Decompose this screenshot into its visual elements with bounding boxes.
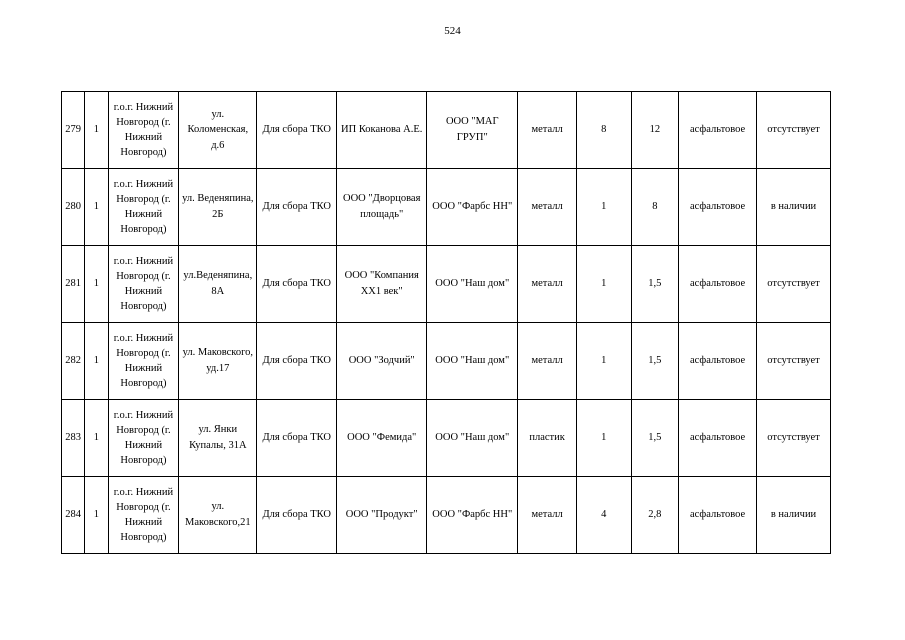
material-cell: металл [518,246,577,323]
address-cell: ул. Янки Купалы, 31А [179,400,257,477]
operator-cell: ООО "Наш дом" [427,400,518,477]
fence-cell: отсутствует [757,246,831,323]
purpose-cell: Для сбора ТКО [257,477,337,554]
surface-cell: асфальтовое [679,92,757,169]
owner-cell: ООО "Компания XX1 век" [337,246,427,323]
fence-cell: в наличии [757,169,831,246]
volume-cell: 1,5 [631,400,679,477]
material-cell: пластик [518,400,577,477]
surface-cell: асфальтовое [679,169,757,246]
table-row [62,477,831,554]
operator-cell: ООО "Наш дом" [427,246,518,323]
address-cell: ул. Маковского, уд.17 [179,323,257,400]
row-number-cell: 284 [62,477,85,554]
row-number-cell: 280 [62,169,85,246]
purpose-cell: Для сбора ТКО [257,246,337,323]
address-cell: ул. Коломенская, д.6 [179,92,257,169]
fence-cell: в наличии [757,477,831,554]
material-cell: металл [518,92,577,169]
volume-cell: 1,5 [631,323,679,400]
municipality-cell: г.о.г. Нижний Новгород (г. Нижний Новгород) [108,169,179,246]
owner-cell: ИП Коканова А.Е. [337,92,427,169]
municipality-cell: г.о.г. Нижний Новгород (г. Нижний Новгород) [108,92,179,169]
purpose-cell: Для сбора ТКО [257,92,337,169]
material-cell: металл [518,169,577,246]
operator-cell: ООО "МАГ ГРУП" [427,92,518,169]
purpose-cell: Для сбора ТКО [257,169,337,246]
containers-cell: 1 [576,323,631,400]
purpose-cell: Для сбора ТКО [257,323,337,400]
containers-cell: 1 [576,246,631,323]
count-cell: 1 [85,323,108,400]
surface-cell: асфальтовое [679,477,757,554]
count-cell: 1 [85,92,108,169]
address-cell: ул. Веденяпина, 2Б [179,169,257,246]
owner-cell: ООО "Дворцовая площадь" [337,169,427,246]
table-row [62,400,831,477]
count-cell: 1 [85,246,108,323]
count-cell: 1 [85,400,108,477]
table-row [62,323,831,400]
volume-cell: 1,5 [631,246,679,323]
address-cell: ул. Маковского,21 [179,477,257,554]
operator-cell: ООО "Фарбс НН" [427,169,518,246]
containers-cell: 1 [576,169,631,246]
row-number-cell: 283 [62,400,85,477]
table-row [62,92,831,169]
row-number-cell: 281 [62,246,85,323]
containers-cell: 1 [576,400,631,477]
containers-cell: 4 [576,477,631,554]
municipality-cell: г.о.г. Нижний Новгород (г. Нижний Новгород) [108,246,179,323]
registry-table [61,91,831,554]
fence-cell: отсутствует [757,323,831,400]
surface-cell: асфальтовое [679,323,757,400]
row-number-cell: 282 [62,323,85,400]
fence-cell: отсутствует [757,400,831,477]
surface-cell: асфальтовое [679,246,757,323]
row-number-cell: 279 [62,92,85,169]
municipality-cell: г.о.г. Нижний Новгород (г. Нижний Новгород) [108,400,179,477]
surface-cell: асфальтовое [679,400,757,477]
table-row [62,169,831,246]
count-cell: 1 [85,169,108,246]
operator-cell: ООО "Фарбс НН" [427,477,518,554]
address-cell: ул.Веденяпина, 8А [179,246,257,323]
fence-cell: отсутствует [757,92,831,169]
volume-cell: 2,8 [631,477,679,554]
volume-cell: 8 [631,169,679,246]
municipality-cell: г.о.г. Нижний Новгород (г. Нижний Новгород) [108,477,179,554]
volume-cell: 12 [631,92,679,169]
owner-cell: ООО "Фемида" [337,400,427,477]
owner-cell: ООО "Зодчий" [337,323,427,400]
material-cell: металл [518,323,577,400]
material-cell: металл [518,477,577,554]
municipality-cell: г.о.г. Нижний Новгород (г. Нижний Новгород) [108,323,179,400]
operator-cell: ООО "Наш дом" [427,323,518,400]
containers-cell: 8 [576,92,631,169]
purpose-cell: Для сбора ТКО [257,400,337,477]
table-row [62,246,831,323]
count-cell: 1 [85,477,108,554]
page-number: 524 [444,25,461,37]
owner-cell: ООО "Продукт" [337,477,427,554]
